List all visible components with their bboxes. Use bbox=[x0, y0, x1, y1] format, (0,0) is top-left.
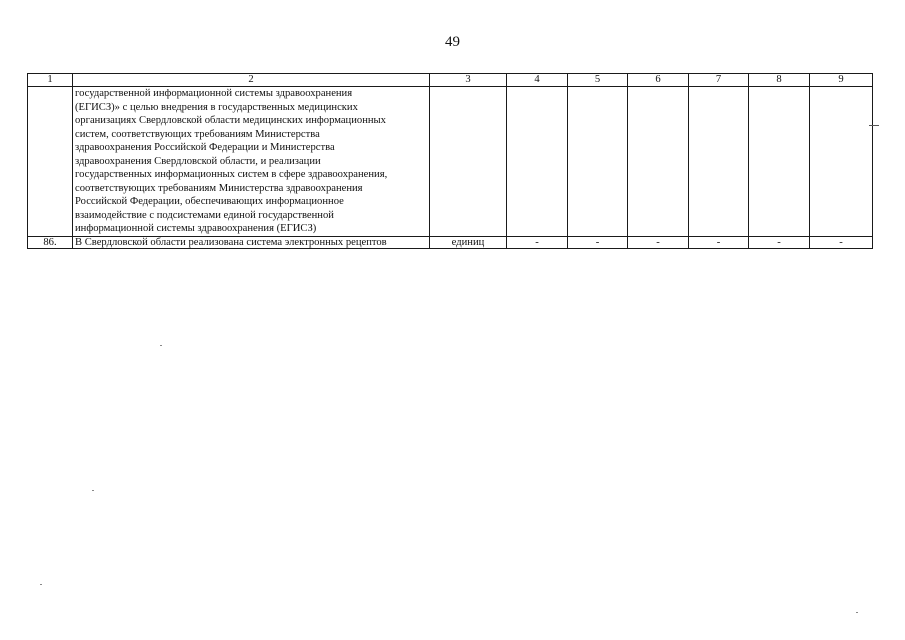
value-cell: - bbox=[568, 236, 628, 248]
page-number: 49 bbox=[445, 34, 460, 50]
description-line: здравоохранения Российской Федерации и Министерства bbox=[75, 142, 335, 153]
column-header-1: 1 bbox=[28, 74, 73, 87]
value-cell: - bbox=[628, 236, 689, 248]
unit-cell: единиц bbox=[430, 236, 507, 248]
column-header-9: 9 bbox=[810, 74, 873, 87]
scan-speck bbox=[160, 345, 162, 346]
description-line: государственных информационных систем в сфере здравоохранения, bbox=[75, 169, 388, 180]
column-header-6: 6 bbox=[628, 74, 689, 87]
value-cell bbox=[689, 87, 749, 237]
column-header-4: 4 bbox=[507, 74, 568, 87]
description-line: государственной информационной системы здравоохранения bbox=[75, 88, 353, 99]
column-number-row bbox=[28, 74, 873, 87]
description-cell: В Свердловской области реализована система электронных рецептов bbox=[73, 236, 430, 248]
description-line: соответствующих требованиям Министерства здравоохранения bbox=[75, 182, 363, 194]
description-line: взаимодействие с подсистемами единой государственной bbox=[75, 209, 334, 221]
column-header-8: 8 bbox=[749, 74, 810, 87]
margin-dash-mark bbox=[869, 125, 879, 126]
value-cell: - bbox=[507, 236, 568, 248]
description-cell bbox=[73, 87, 430, 237]
value-cell bbox=[507, 87, 568, 237]
value-cell bbox=[810, 87, 873, 237]
value-cell bbox=[568, 87, 628, 237]
value-cell: - bbox=[689, 236, 749, 248]
description-line: (ЕГИСЗ)» с целью внедрения в государственных медицинских bbox=[75, 101, 358, 113]
scan-speck bbox=[92, 490, 94, 491]
value-cell bbox=[749, 87, 810, 237]
description-line: здравоохранения Свердловской области, и реализации bbox=[75, 155, 321, 167]
column-header-5: 5 bbox=[568, 74, 628, 87]
unit-cell bbox=[430, 87, 507, 237]
scan-speck bbox=[40, 584, 42, 585]
description-line: организациях Свердловской области медицинских информационных bbox=[75, 115, 386, 126]
table-row-86 bbox=[28, 236, 873, 248]
description-line: Российской Федерации, обеспечивающих информационное bbox=[75, 196, 344, 207]
column-header-3: 3 bbox=[430, 74, 507, 87]
description-line: систем, соответствующих требованиям Министерства bbox=[75, 128, 320, 140]
row-number-cell bbox=[28, 87, 73, 237]
value-cell: - bbox=[749, 236, 810, 248]
value-cell: - bbox=[810, 236, 873, 248]
column-header-2: 2 bbox=[73, 74, 430, 87]
value-cell bbox=[628, 87, 689, 237]
scan-speck bbox=[856, 612, 858, 613]
column-header-7: 7 bbox=[689, 74, 749, 87]
row-number-cell: 86. bbox=[28, 236, 73, 248]
table-row-continuation bbox=[28, 87, 873, 237]
description-line: информационной системы здравоохранения (ЕГИСЗ) bbox=[75, 223, 317, 234]
indicator-table bbox=[27, 73, 873, 249]
